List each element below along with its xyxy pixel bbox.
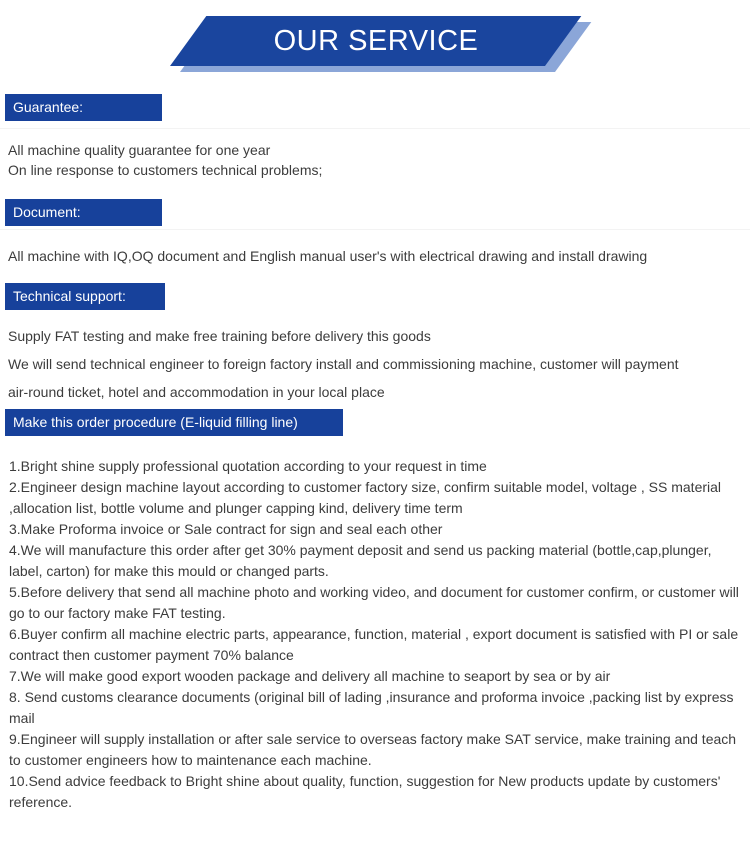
procedure-step-line: 8. Send customs clearance documents (original bill of lading ,insurance and proforma invoice ,packing list by express	[9, 689, 734, 705]
procedure-step-line: 10.Send advice feedback to Bright shine about quality, function, suggestion for New products update by customers'	[9, 773, 721, 789]
text-line: We will send technical engineer to foreign factory install and commissioning machine, customer will payment	[8, 356, 679, 372]
procedure-step-line: 6.Buyer confirm all machine electric parts, appearance, function, material , export document is satisfied with PI or sale	[9, 626, 739, 642]
section-heading-guarantee: Guarantee:	[5, 94, 162, 121]
procedure-step-line: reference.	[9, 794, 73, 810]
procedure-step-line: to customer engineers how to maintenance each machine.	[9, 752, 372, 768]
procedure-step-line: 9.Engineer will supply installation or after sale service to overseas factory make SAT service, make training and teach	[9, 731, 737, 747]
section-body-guarantee	[8, 140, 322, 180]
procedure-step-line: 2.Engineer design machine layout according to customer factory size, confirm suitable model, voltage , SS material	[9, 479, 722, 495]
section-body-document	[8, 246, 647, 266]
text-line: Supply FAT testing and make free training before delivery this goods	[8, 328, 431, 344]
text-line: All machine with IQ,OQ document and English manual user's with electrical drawing and install drawing	[8, 248, 648, 264]
procedure-step-line: 1.Bright shine supply professional quotation according to your request in time	[9, 458, 487, 474]
procedure-step-line: ,allocation list, bottle volume and plunger capping kind, delivery time term	[9, 500, 463, 516]
text-line: All machine quality guarantee for one year	[8, 142, 271, 158]
section-heading-order-procedure: Make this order procedure (E-liquid filling line)	[5, 409, 343, 436]
section-body-order-procedure	[9, 456, 739, 813]
procedure-step-line: 7.We will make good export wooden package and delivery all machine to seaport by sea or by air	[9, 668, 611, 684]
section-heading-document: Document:	[5, 199, 162, 226]
procedure-step-line: 5.Before delivery that send all machine photo and working video, and document for customer confirm, or customer will	[9, 584, 739, 600]
section-divider	[0, 229, 750, 230]
text-line: On line response to customers technical problems;	[8, 162, 323, 178]
section-divider	[0, 128, 750, 129]
section-body-technical-support	[8, 322, 679, 406]
procedure-step-line: 4.We will manufacture this order after get 30% payment deposit and send us packing material (bottle,cap,plunger,	[9, 542, 712, 558]
procedure-step-line: label, carton) for make this mould or changed parts.	[9, 563, 329, 579]
procedure-step-line: go to our factory make FAT testing.	[9, 605, 226, 621]
procedure-step-line: contract then customer payment 70% balance	[9, 647, 294, 663]
procedure-step-line: 3.Make Proforma invoice or Sale contract for sign and seal each other	[9, 521, 443, 537]
page-title: OUR SERVICE	[273, 24, 479, 57]
section-heading-technical-support: Technical support:	[5, 283, 165, 310]
procedure-step-line: mail	[9, 710, 35, 726]
text-line: air-round ticket, hotel and accommodation in your local place	[8, 384, 385, 400]
